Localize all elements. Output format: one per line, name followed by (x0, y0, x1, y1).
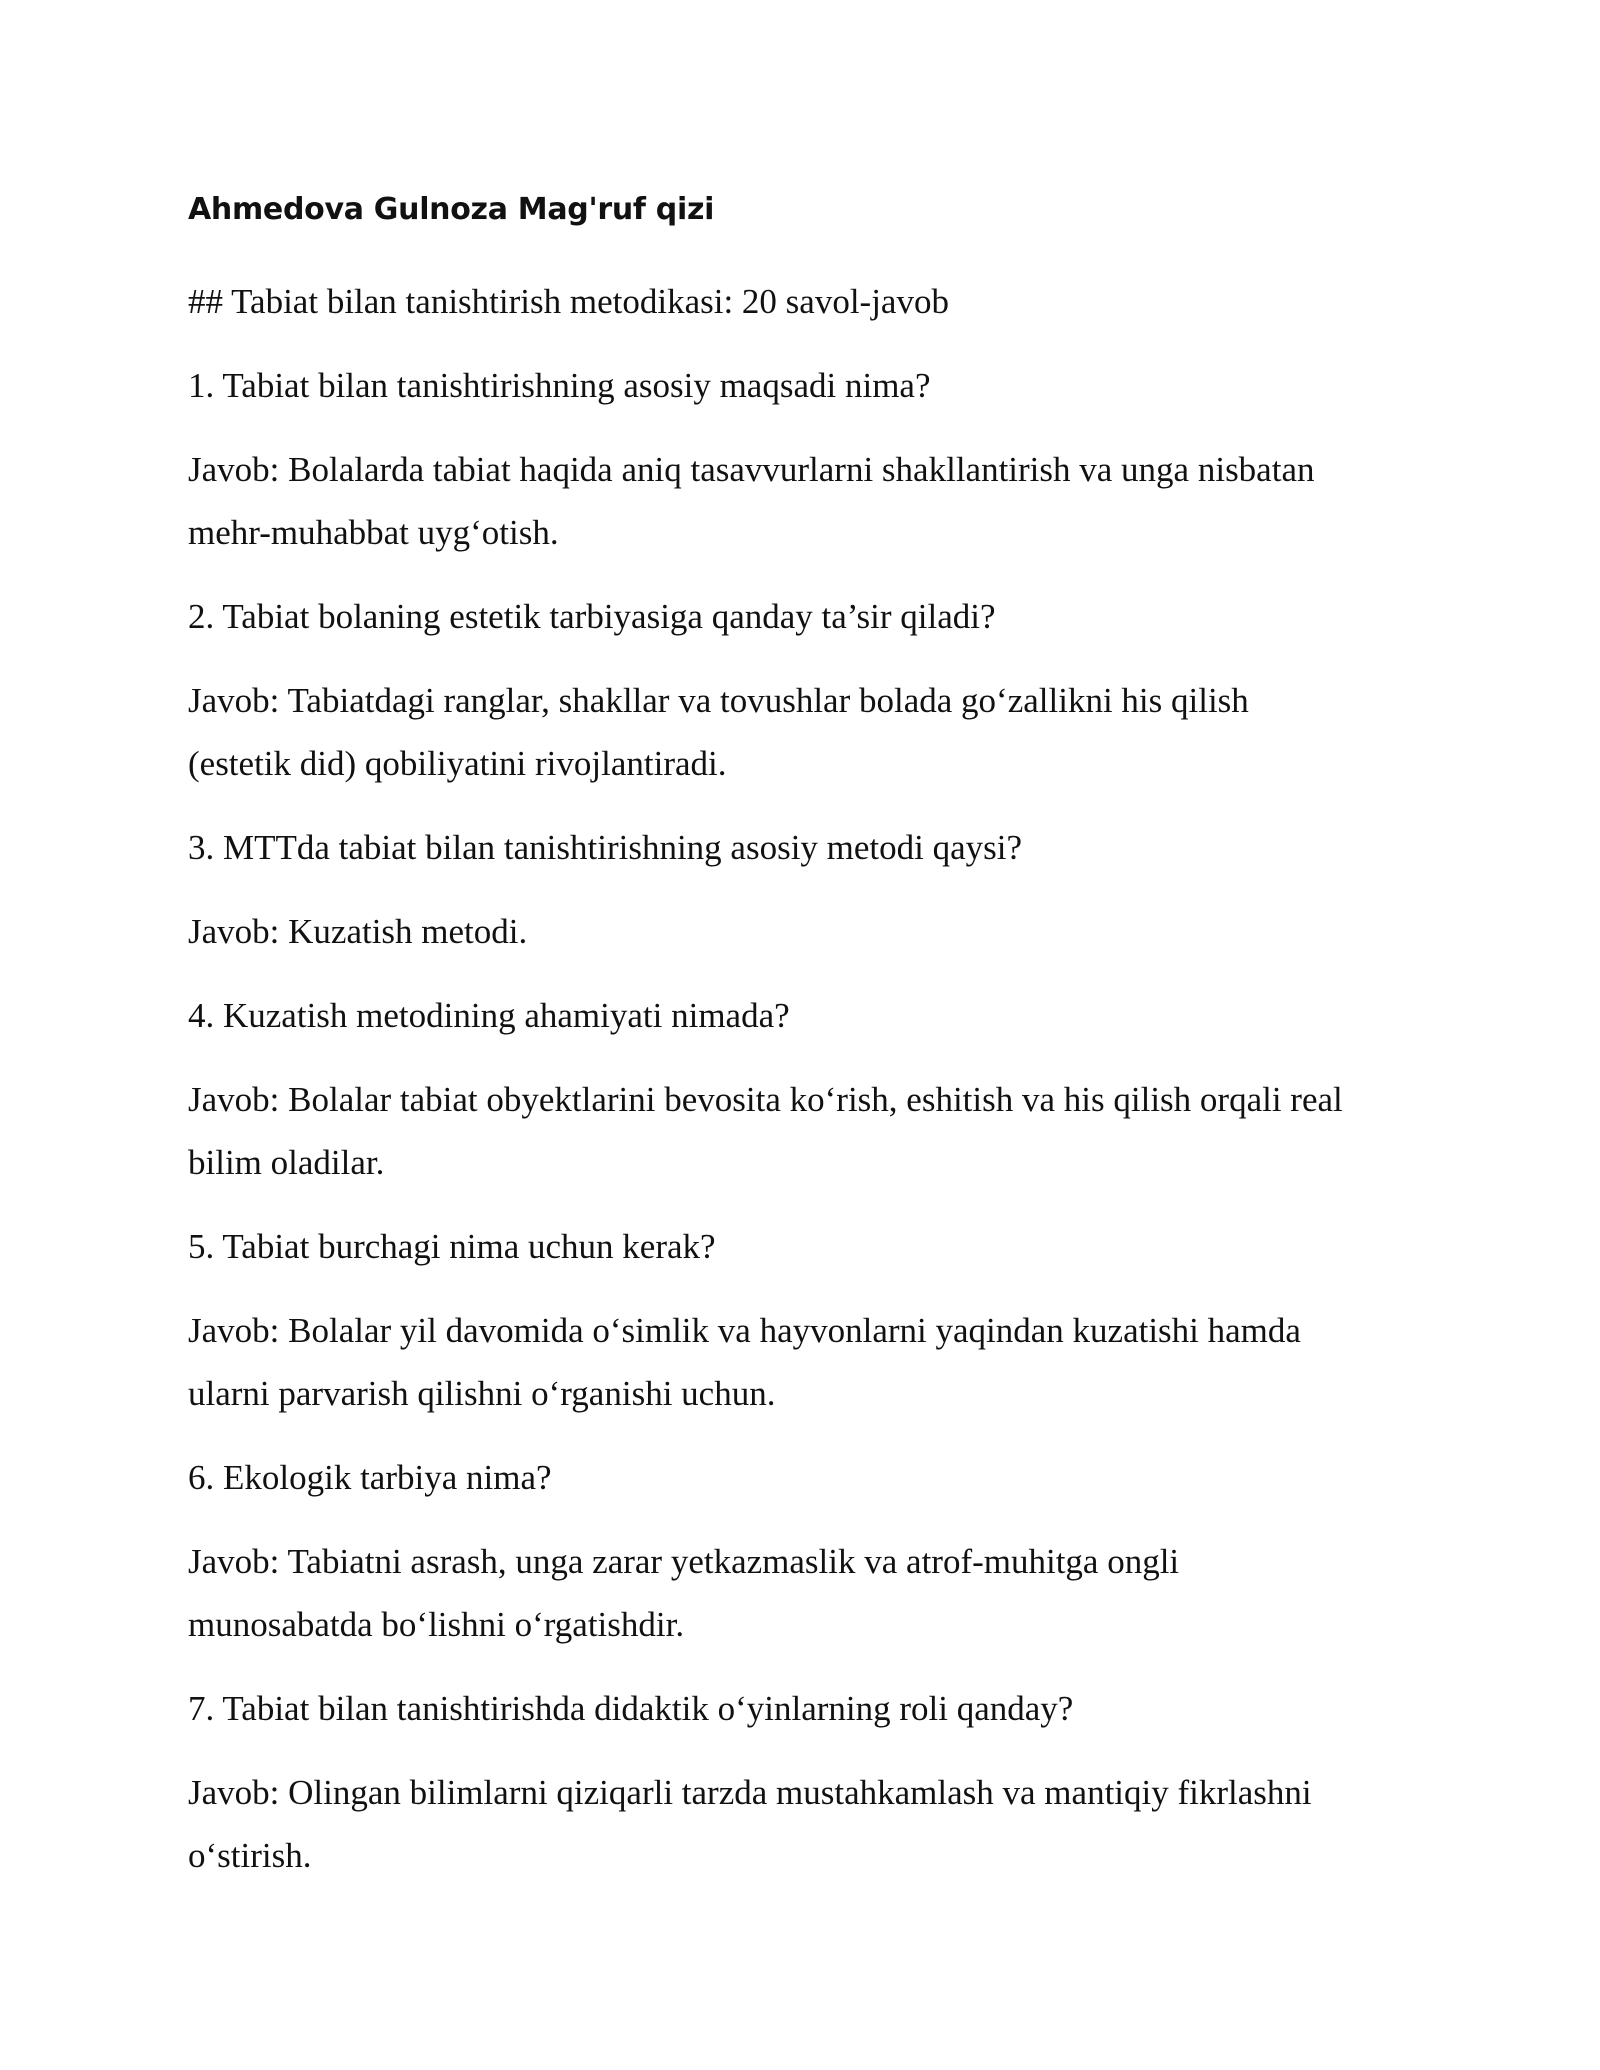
author-name: Ahmedova Gulnoza Mag'ruf qizi (188, 192, 715, 227)
answer-7-line-1: Javob: Olingan bilimlarni qiziqarli tarzda mustahkamlash va mantiqiy fikrlashni (188, 1773, 1312, 1812)
answer-6-line-2: munosabatda bo‘lishni o‘rgatishdir. (188, 1605, 685, 1644)
answer-1-line-2: mehr-muhabbat uyg‘otish. (188, 513, 559, 552)
answer-1-line-1: Javob: Bolalarda tabiat haqida aniq tasavvurlarni shakllantirish va unga nisbatan (188, 450, 1315, 489)
question-6: 6. Ekologik tarbiya nima? (188, 1458, 552, 1497)
answer-3-line-1: Javob: Kuzatish metodi. (188, 912, 528, 951)
answer-7 (188, 1761, 1428, 1887)
answer-5-line-1: Javob: Bolalar yil davomida o‘simlik va hayvonlarni yaqindan kuzatishi hamda (188, 1311, 1301, 1350)
answer-2-line-2: (estetik did) qobiliyatini rivojlantiradi. (188, 744, 727, 783)
question-2: 2. Tabiat bolaning estetik tarbiyasiga qanday ta’sir qiladi? (188, 597, 996, 636)
document-body (188, 190, 1428, 1908)
question-3: 3. MTTda tabiat bilan tanishtirishning asosiy metodi qaysi? (188, 828, 1023, 867)
answer-7-line-2: o‘stirish. (188, 1836, 312, 1875)
question-5: 5. Tabiat burchagi nima uchun kerak? (188, 1227, 716, 1266)
answer-2 (188, 669, 1428, 795)
document-heading: ## Tabiat bilan tanishtirish metodikasi: 20 savol-javob (188, 282, 949, 321)
answer-5-line-2: ularni parvarish qilishni o‘rganishi uchun. (188, 1374, 776, 1413)
answer-4-line-2: bilim oladilar. (188, 1143, 385, 1182)
question-4: 4. Kuzatish metodining ahamiyati nimada? (188, 996, 790, 1035)
answer-2-line-1: Javob: Tabiatdagi ranglar, shakllar va tovushlar bolada go‘zallikni his qilish (188, 681, 1249, 720)
question-7: 7. Tabiat bilan tanishtirishda didaktik o‘yinlarning roli qanday? (188, 1689, 1074, 1728)
question-1: 1. Tabiat bilan tanishtirishning asosiy maqsadi nima? (188, 366, 931, 405)
answer-4 (188, 1068, 1428, 1194)
answer-5 (188, 1299, 1428, 1425)
answer-6 (188, 1530, 1428, 1656)
answer-4-line-1: Javob: Bolalar tabiat obyektlarini bevosita ko‘rish, eshitish va his qilish orqali real (188, 1080, 1343, 1119)
answer-3 (188, 900, 1428, 963)
answer-1 (188, 438, 1428, 564)
answer-6-line-1: Javob: Tabiatni asrash, unga zarar yetkazmaslik va atrof-muhitga ongli (188, 1542, 1180, 1581)
